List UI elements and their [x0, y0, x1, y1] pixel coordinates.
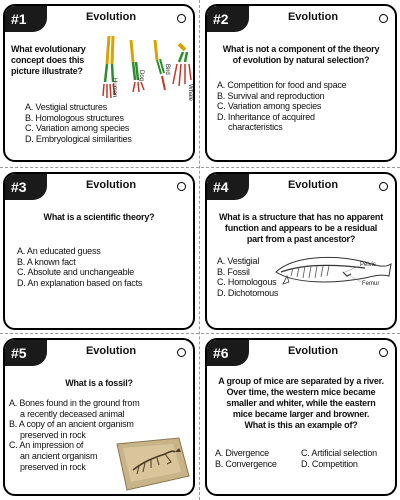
label-dog: Dog [138, 70, 144, 82]
punch-hole-icon [379, 348, 388, 357]
task-card-1 [3, 4, 195, 162]
card-title: Evolution [85, 345, 137, 357]
option-c: C. Artificial selection [301, 448, 377, 458]
whale-skeleton-illustration [273, 250, 395, 300]
option-b-continued: preserved in rock [20, 429, 86, 440]
card-question: What evolutionary concept does this picture illustrate? [11, 44, 86, 76]
task-card-2 [205, 4, 397, 162]
card-question: What is a structure that has no apparent function and appears to be a residual part from a past ancestor? [218, 212, 384, 244]
label-human: Human [111, 78, 117, 98]
option-b: B. Homologous structures [25, 112, 124, 123]
punch-hole-icon [379, 182, 388, 191]
card-number: #4 [207, 174, 249, 200]
punch-hole-icon [177, 14, 186, 23]
option-c-continued-2: preserved in rock [20, 461, 86, 472]
task-card-3 [3, 172, 195, 330]
answer-options-right [301, 448, 377, 469]
answer-options [217, 80, 346, 133]
horizontal-cut-line-2 [0, 333, 400, 334]
card-title: Evolution [85, 179, 137, 191]
option-c-continued: an ancient organism [20, 450, 98, 461]
option-d-continued: characteristics [228, 122, 283, 133]
label-femur: Femur [362, 281, 380, 287]
card-question: What is a fossil? [65, 378, 133, 388]
label-bird: Bird [164, 64, 170, 75]
option-b: B. Fossil [217, 266, 250, 277]
label-whale: Whale [187, 84, 193, 102]
option-d: D. Competition [301, 458, 358, 469]
option-b: B. A known fact [17, 256, 76, 267]
option-b: B. Survival and reproduction [217, 90, 325, 101]
option-b: B. A copy of an ancient organism [9, 419, 134, 430]
option-a: A. An educated guess [17, 246, 101, 256]
option-c: C. Absolute and unchangeable [17, 267, 134, 278]
punch-hole-icon [379, 14, 388, 23]
answer-options [217, 256, 278, 298]
punch-hole-icon [177, 182, 186, 191]
option-d: D. An explanation based on facts [17, 277, 143, 288]
task-card-4 [205, 172, 397, 330]
option-d: D. Inheritance of acquired [217, 111, 315, 122]
horizontal-cut-line-1 [0, 167, 400, 168]
card-number: #2 [207, 6, 249, 32]
option-a: A. Divergence [215, 448, 269, 458]
task-card-6 [205, 338, 397, 496]
option-d: D. Embryological similarities [25, 133, 132, 144]
option-c: C. An impression of [9, 440, 84, 451]
punch-hole-icon [177, 348, 186, 357]
homologous-limbs-illustration [103, 34, 193, 106]
option-a: A. Vestigial structures [25, 102, 107, 112]
option-c: C. Homologous [217, 277, 277, 288]
card-question: What is not a component of the theory of evolution by natural selection? [222, 44, 380, 65]
card-number: #1 [5, 6, 47, 32]
option-a: A. Competition for food and space [217, 80, 347, 90]
option-a: A. Bones found in the ground from [9, 398, 140, 408]
fossil-image [113, 436, 191, 492]
option-a: A. Vestigial [217, 256, 260, 266]
option-c: C. Variation among species [217, 101, 322, 112]
card-title: Evolution [287, 11, 339, 23]
card-number: #5 [5, 340, 47, 366]
card-title: Evolution [287, 345, 339, 357]
card-title: Evolution [287, 179, 339, 191]
card-question: A group of mice are separated by a river. Over time, the western mice became smaller and whiter, while the eastern mice became larger and browner. What is this an example of? [218, 376, 384, 430]
card-question: What is a scientific theory? [43, 212, 155, 222]
option-b: B. Convergence [215, 458, 277, 469]
label-pelvis: Pelvis [360, 262, 377, 268]
option-c: C. Variation among species [25, 123, 130, 134]
answer-options-left [215, 448, 277, 469]
answer-options [17, 246, 142, 288]
card-number: #3 [5, 174, 47, 200]
option-d: D. Dichotomous [217, 287, 279, 298]
task-card-5 [3, 338, 195, 496]
option-a-continued: a recently deceased animal [20, 408, 125, 419]
card-title: Evolution [85, 11, 137, 23]
card-number: #6 [207, 340, 249, 366]
vertical-cut-line [199, 0, 200, 500]
answer-options [25, 102, 132, 144]
